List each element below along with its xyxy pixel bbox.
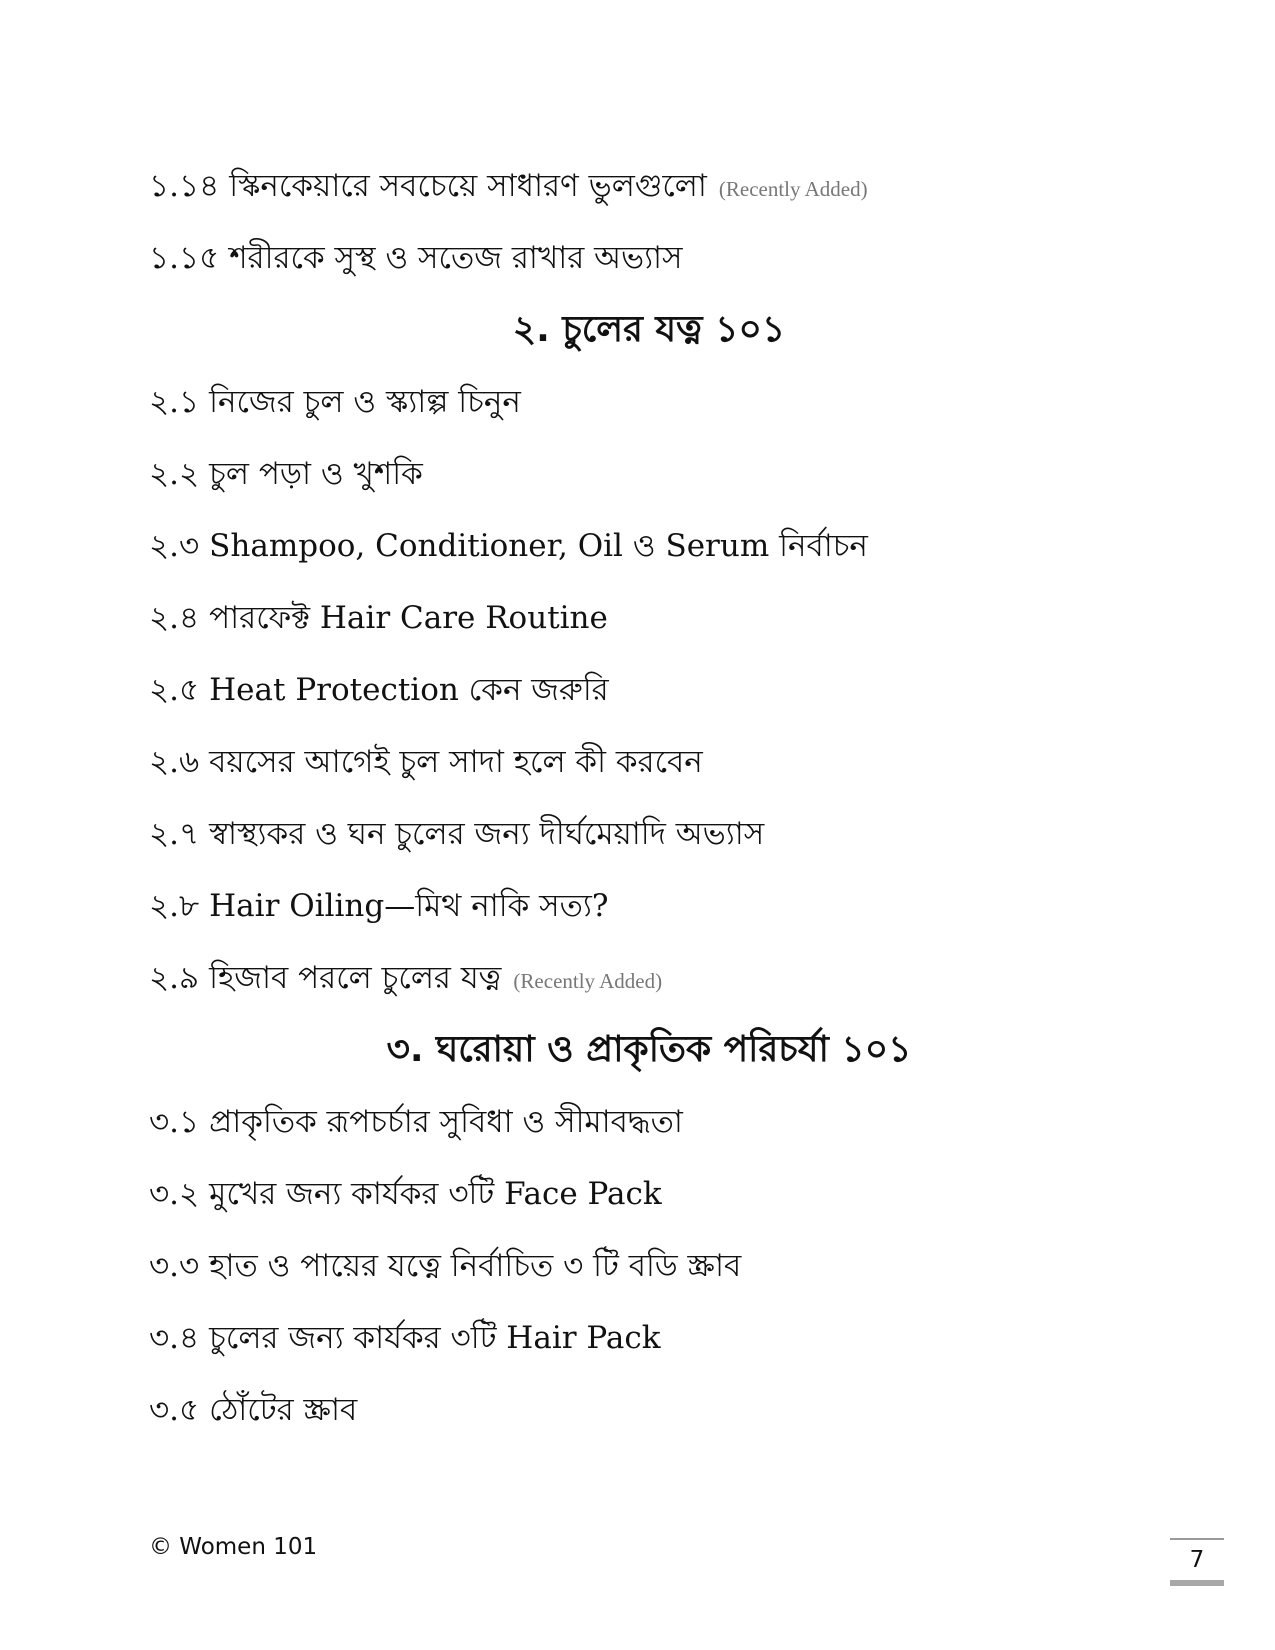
page-number-bottom-rule <box>1170 1580 1224 1586</box>
page-number: 7 <box>1189 1547 1205 1573</box>
toc-group-chapter1-end <box>149 150 1149 294</box>
toc-entry-title: ঠোঁটের স্ক্রাব <box>209 1392 358 1428</box>
toc-entry <box>149 654 1149 726</box>
toc-entry <box>149 510 1149 582</box>
toc-entry <box>149 870 1149 942</box>
toc-entry <box>149 1302 1149 1374</box>
page-number-top-rule <box>1170 1538 1224 1540</box>
toc-entry-number: ২.৬ <box>149 744 200 780</box>
toc-entry <box>149 1374 1149 1446</box>
toc-entry-title: হাত ও পায়ের যত্নে নির্বাচিত ৩ টি বডি স্ক্রাব <box>209 1248 742 1284</box>
toc-group-chapter3 <box>149 1086 1149 1446</box>
toc-entry-title: মুখের জন্য কার্যকর ৩টি Face Pack <box>209 1176 662 1212</box>
toc-entry-number: ৩.৪ <box>149 1320 200 1356</box>
toc-entry-number: ৩.৫ <box>149 1392 200 1428</box>
toc-entry <box>149 1230 1149 1302</box>
chapter-heading: ২. চুলের যত্ন ১০১ <box>512 309 786 350</box>
table-of-contents <box>149 150 1149 1446</box>
toc-entry-title: স্কিনকেয়ারে সবচেয়ে সাধারণ ভুলগুলো <box>229 168 707 204</box>
toc-entry <box>149 1086 1149 1158</box>
toc-entry <box>149 222 1149 294</box>
toc-entry-number: ৩.৩ <box>149 1248 200 1284</box>
toc-entry-number: ২.৫ <box>149 672 200 708</box>
toc-group-chapter2 <box>149 366 1149 1014</box>
toc-entry-number: ২.৪ <box>149 600 200 636</box>
toc-entry-title: Shampoo, Conditioner, Oil ও Serum নির্বাচন <box>209 528 868 564</box>
toc-entry-number: ২.৭ <box>149 816 200 852</box>
toc-entry <box>149 582 1149 654</box>
toc-entry-number: ১.১৪ <box>149 168 220 204</box>
toc-entry-title: চুলের জন্য কার্যকর ৩টি Hair Pack <box>209 1320 661 1356</box>
toc-entry-title: Heat Protection কেন জরুরি <box>209 672 609 708</box>
recently-added-note: (Recently Added) <box>718 177 868 201</box>
toc-entry-title: বয়সের আগেই চুল সাদা হলে কী করবেন <box>209 744 703 780</box>
toc-entry <box>149 726 1149 798</box>
chapter-heading: ৩. ঘরোয়া ও প্রাকৃতিক পরিচর্যা ১০১ <box>386 1029 912 1070</box>
toc-entry-title: প্রাকৃতিক রূপচর্চার সুবিধা ও সীমাবদ্ধতা <box>209 1104 683 1140</box>
toc-entry-number: ২.৯ <box>149 960 200 996</box>
toc-entry-title: পারফেক্ট Hair Care Routine <box>209 600 608 636</box>
toc-entry-title: স্বাস্থ্যকর ও ঘন চুলের জন্য দীর্ঘমেয়াদি অভ্যাস <box>209 816 765 852</box>
copyright-footer: © Women 101 <box>149 1534 318 1560</box>
toc-entry <box>149 366 1149 438</box>
toc-entry-title: হিজাব পরলে চুলের যত্ন <box>209 960 502 996</box>
toc-entry-title: চুল পড়া ও খুশকি <box>209 456 423 492</box>
recently-added-note: (Recently Added) <box>513 969 663 993</box>
toc-entry <box>149 438 1149 510</box>
toc-entry-title: Hair Oiling—মিথ নাকি সত্য? <box>209 888 609 924</box>
toc-entry-number: ২.২ <box>149 456 200 492</box>
toc-entry <box>149 150 1149 222</box>
toc-entry-number: ৩.১ <box>149 1104 200 1140</box>
toc-entry-number: ২.৮ <box>149 888 200 924</box>
toc-entry-number: ১.১৫ <box>149 240 220 276</box>
toc-entry-title: শরীরকে সুস্থ ও সতেজ রাখার অভ্যাস <box>229 240 683 276</box>
toc-entry-number: ২.১ <box>149 384 200 420</box>
toc-entry-number: ২.৩ <box>149 528 200 564</box>
page-number-box <box>1170 1538 1224 1584</box>
toc-entry <box>149 942 1149 1014</box>
toc-entry <box>149 798 1149 870</box>
toc-entry-number: ৩.২ <box>149 1176 200 1212</box>
toc-entry-title: নিজের চুল ও স্ক্যাল্প চিনুন <box>209 384 521 420</box>
toc-entry <box>149 1158 1149 1230</box>
